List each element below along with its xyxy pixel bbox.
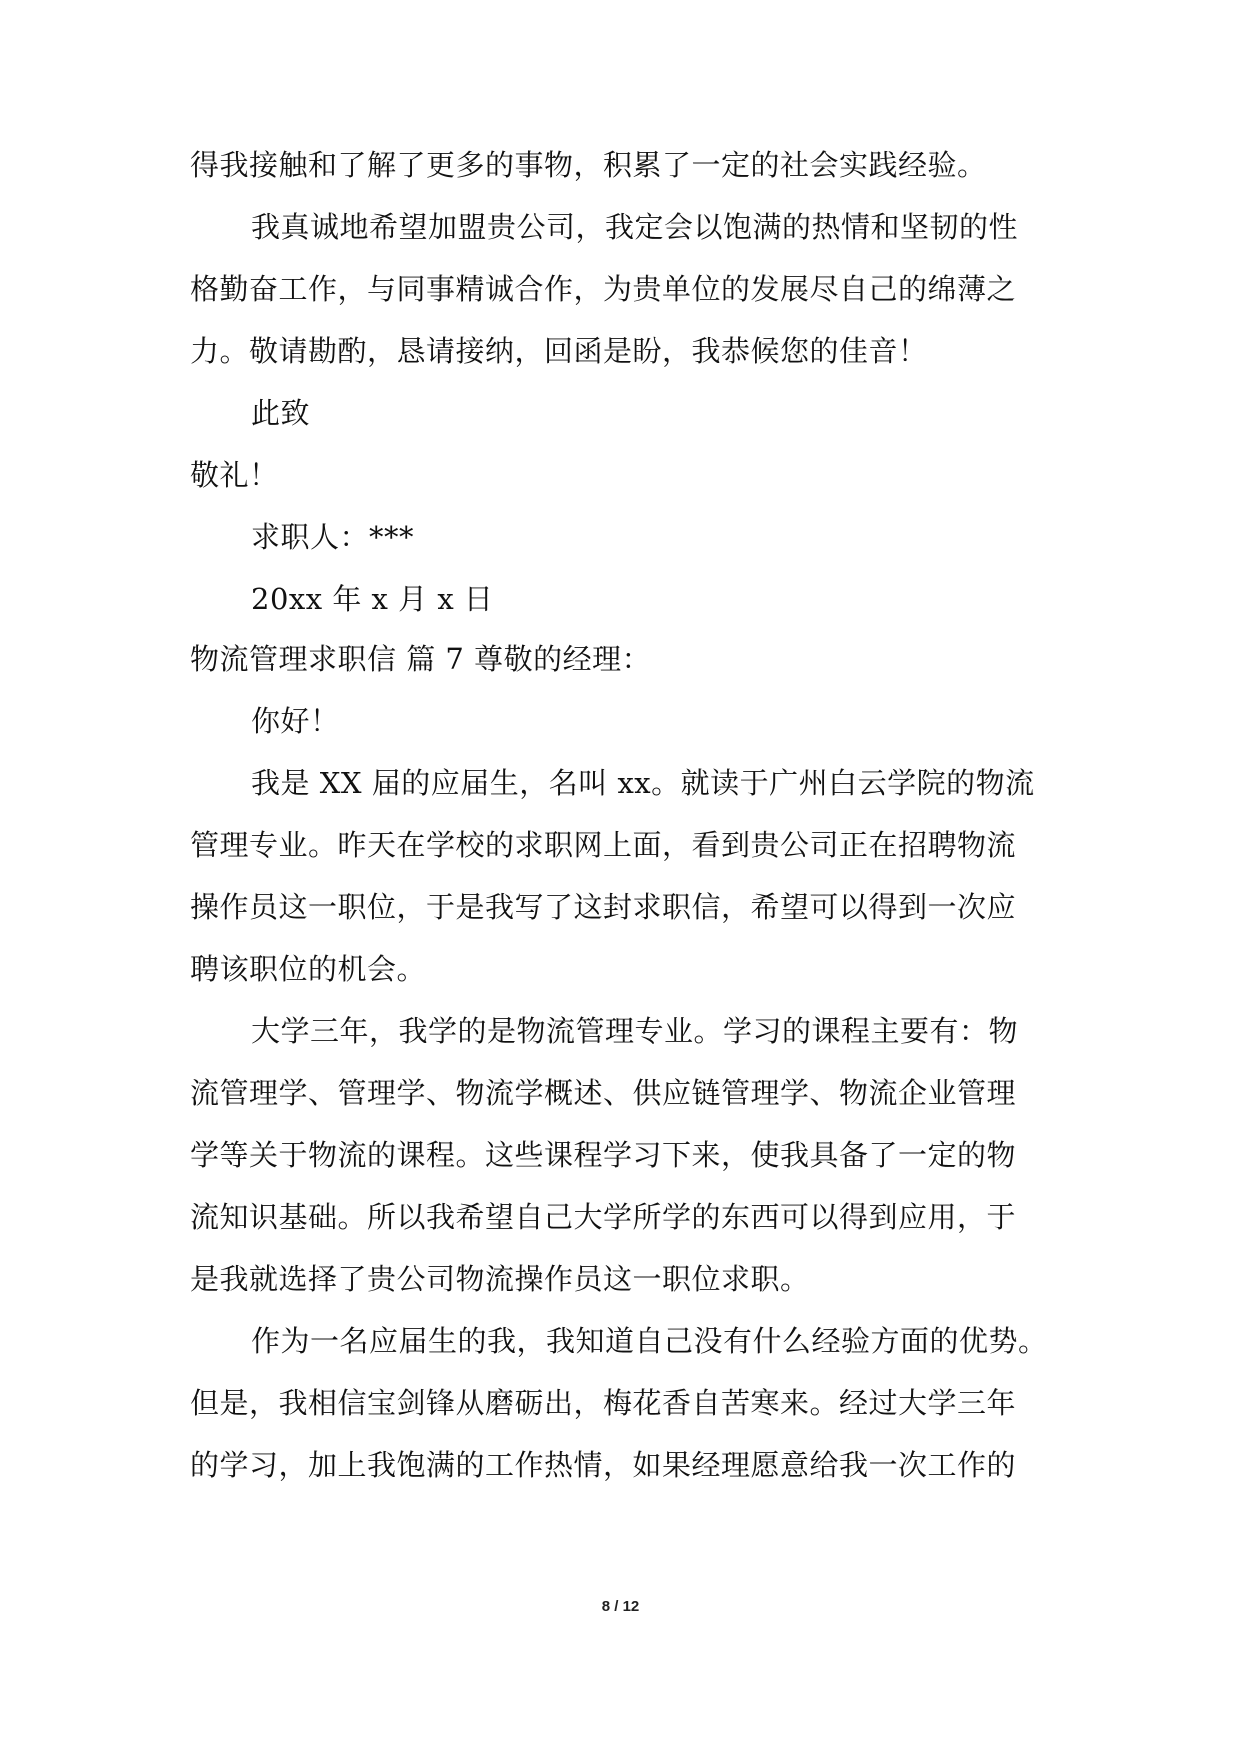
text-line: 是我就选择了贵公司物流操作员这一职位求职。 bbox=[190, 1262, 810, 1296]
text-line: 的学习，加上我饱满的工作热情，如果经理愿意给我一次工作的 bbox=[190, 1448, 1017, 1482]
text-line: 敬礼！ bbox=[190, 458, 279, 492]
text-line: 管理专业。昨天在学校的求职网上面，看到贵公司正在招聘物流 bbox=[190, 828, 1017, 862]
text-line: 聘该职位的机会。 bbox=[190, 952, 427, 986]
text-line: 大学三年，我学的是物流管理专业。学习的课程主要有：物 bbox=[251, 1014, 1019, 1048]
text-line: 你好！ bbox=[251, 704, 340, 738]
text-line: 20xx 年 x 月 x 日 bbox=[251, 582, 494, 616]
text-line: 我真诚地希望加盟贵公司，我定会以饱满的热情和坚韧的性 bbox=[251, 210, 1019, 244]
text-line: 流知识基础。所以我希望自己大学所学的东西可以得到应用，于 bbox=[190, 1200, 1017, 1234]
text-line: 得我接触和了解了更多的事物，积累了一定的社会实践经验。 bbox=[190, 148, 987, 182]
page-number: 8 / 12 bbox=[601, 1598, 640, 1615]
text-line: 但是，我相信宝剑锋从磨砺出，梅花香自苦寒来。经过大学三年 bbox=[190, 1386, 1017, 1420]
text-line: 此致 bbox=[251, 396, 311, 430]
text-line: 操作员这一职位，于是我写了这封求职信，希望可以得到一次应 bbox=[190, 890, 1017, 924]
text-line: 求职人：*** bbox=[251, 520, 415, 554]
text-line: 我是 XX 届的应届生，名叫 xx。就读于广州白云学院的物流 bbox=[251, 766, 1035, 800]
text-line: 学等关于物流的课程。这些课程学习下来，使我具备了一定的物 bbox=[190, 1138, 1017, 1172]
section-heading: 物流管理求职信 篇 7 尊敬的经理： bbox=[190, 642, 652, 676]
text-line: 流管理学、管理学、物流学概述、供应链管理学、物流企业管理 bbox=[190, 1076, 1017, 1110]
text-line: 力。敬请勘酌，恳请接纳，回函是盼，我恭候您的佳音！ bbox=[190, 334, 928, 368]
text-line: 格勤奋工作，与同事精诚合作，为贵单位的发展尽自己的绵薄之 bbox=[190, 272, 1017, 306]
text-line: 作为一名应届生的我，我知道自己没有什么经验方面的优势。 bbox=[251, 1324, 1048, 1358]
